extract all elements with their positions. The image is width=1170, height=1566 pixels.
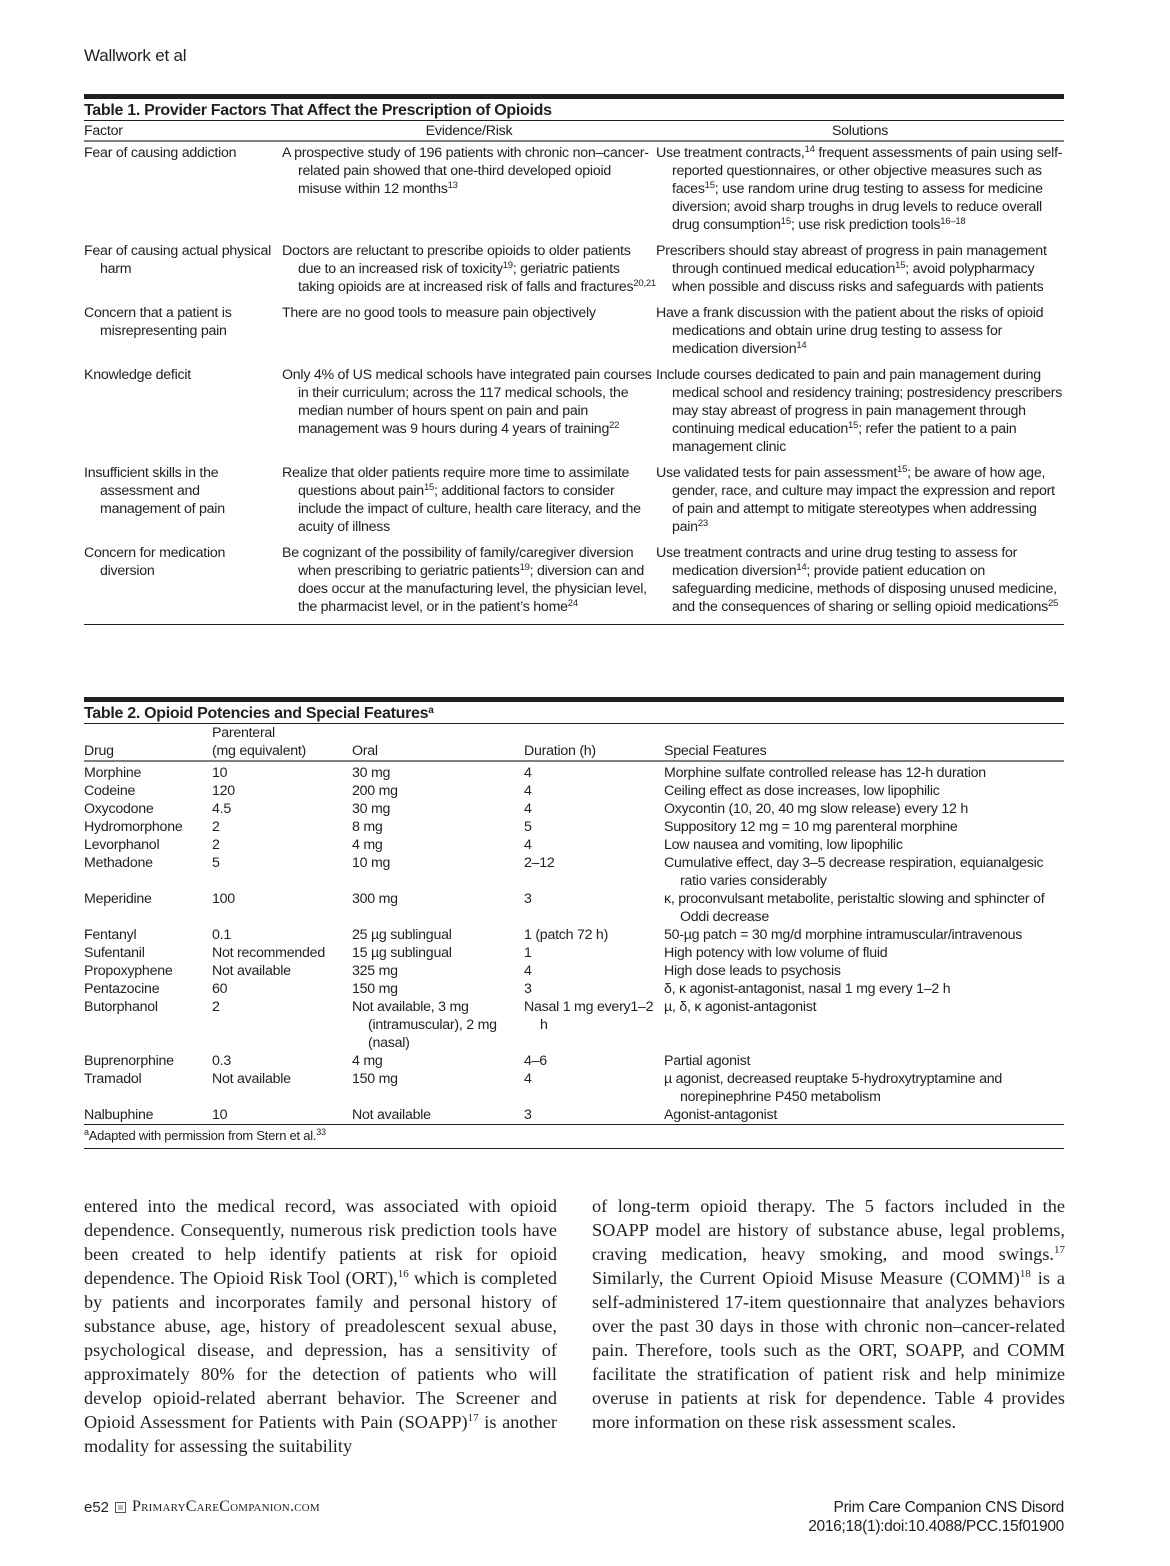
features-cell: High potency with low volume of fluid — [664, 945, 888, 961]
features-cell: δ, κ agonist-antagonist, nasal 1 mg every 1–2 h — [664, 981, 951, 997]
column-header-drug: Drug — [84, 724, 212, 761]
oral-cell: 4 mg — [352, 1053, 383, 1069]
solution-cell: Have a frank discussion with the patient about the risks of opioid medications and obtain urine drug testing to assess for medication diversion$^{14}$ — [656, 305, 1044, 357]
square-bullet-icon — [115, 1502, 126, 1513]
table-2-body — [84, 761, 1064, 1124]
table-row — [84, 761, 1064, 782]
solution-cell: Prescribers should stay abreast of progress in pain management through continued medical education$^{15}$; avoid polypharmacy when possible and discuss risks and safeguards with patients — [656, 243, 1047, 295]
parenteral-cell: Not available — [212, 1071, 291, 1087]
column-header-parenteral: Parenteral (mg equivalent) — [212, 724, 352, 761]
features-cell: µ, δ, κ agonist-antagonist — [664, 999, 817, 1015]
column-header-duration: Duration (h) — [524, 724, 664, 761]
column-header-factor: Factor — [84, 121, 282, 141]
oral-cell: 25 µg sublingual — [352, 927, 452, 943]
drug-cell: Hydromorphone — [84, 819, 183, 835]
drug-cell: Morphine — [84, 765, 142, 781]
factor-cell: Fear of causing addiction — [84, 145, 237, 161]
journal-website-link[interactable]: PrimaryCareCompanion.com — [132, 1498, 320, 1515]
oral-cell: 200 mg — [352, 783, 398, 799]
table-row — [84, 818, 1064, 836]
table-row — [84, 980, 1064, 998]
factor-cell: Concern that a patient is misrepresenting pain — [84, 305, 232, 339]
table-row — [84, 464, 1064, 544]
parenteral-cell: 100 — [212, 891, 235, 907]
duration-cell: 1 (patch 72 h) — [524, 927, 609, 943]
oral-cell: 15 µg sublingual — [352, 945, 452, 961]
drug-cell: Fentanyl — [84, 927, 137, 943]
drug-cell: Sufentanil — [84, 945, 145, 961]
table-row — [84, 544, 1064, 624]
features-cell: κ, proconvulsant metabolite, peristaltic slowing and sphincter of Oddi decrease — [664, 891, 1045, 925]
table-row — [84, 926, 1064, 944]
table-1-title: Table 1. Provider Factors That Affect the Prescription of Opioids — [84, 99, 1064, 121]
drug-cell: Codeine — [84, 783, 136, 799]
duration-cell: 5 — [524, 819, 532, 835]
table-2-footnote: $^a$Adapted with permission from Stern et al.$^{33}$ — [84, 1124, 1064, 1149]
oral-cell: 325 mg — [352, 963, 398, 979]
drug-cell: Levorphanol — [84, 837, 160, 853]
column-header-special-features: Special Features — [664, 724, 1064, 761]
drug-cell: Pentazocine — [84, 981, 160, 997]
table-2-grid — [84, 724, 1064, 1124]
factor-cell: Fear of causing actual physical harm — [84, 243, 272, 277]
table-1 — [84, 94, 1064, 625]
parenteral-cell: Not available — [212, 963, 291, 979]
features-cell: Partial agonist — [664, 1053, 751, 1069]
solution-cell: Use treatment contracts,$^{14}$ frequent assessments of pain using self-reported questionnaires, or other objective measures such as faces$^{15}$; use random urine drug testing to assess for medicine diversion; avoid sharp troughs in drug levels to reduce overall drug consumption$^{15}$; use risk prediction tools$^{16-18}$ — [656, 144, 1063, 233]
evidence-cell: There are no good tools to measure pain objectively — [282, 305, 596, 321]
oral-cell: Not available — [352, 1107, 431, 1123]
duration-cell: 4 — [524, 1071, 532, 1087]
features-cell: Morphine sulfate controlled release has 12-h duration — [664, 765, 986, 781]
table-row — [84, 242, 1064, 304]
footer-left — [84, 1498, 320, 1516]
drug-cell: Butorphanol — [84, 999, 158, 1015]
table-1-grid — [84, 121, 1064, 624]
drug-cell: Tramadol — [84, 1071, 142, 1087]
duration-cell: 1 — [524, 945, 532, 961]
oral-cell: Not available, 3 mg (intramuscular), 2 mg (nasal) — [352, 999, 497, 1051]
duration-cell: 4–6 — [524, 1053, 547, 1069]
parenteral-cell: 2 — [212, 837, 220, 853]
table-row — [84, 304, 1064, 366]
duration-cell: 4 — [524, 765, 532, 781]
drug-cell: Propoxyphene — [84, 963, 173, 979]
table-row — [84, 944, 1064, 962]
footer-right — [808, 1498, 1064, 1536]
table-row — [84, 854, 1064, 890]
table-row — [84, 890, 1064, 926]
parenteral-cell: 2 — [212, 819, 220, 835]
table-row — [84, 836, 1064, 854]
parenteral-cell: 5 — [212, 855, 220, 871]
features-cell: High dose leads to psychosis — [664, 963, 841, 979]
features-cell: µ agonist, decreased reuptake 5-hydroxytryptamine and norepinephrine P450 metabolism — [664, 1071, 1002, 1105]
table-header-row — [84, 121, 1064, 141]
evidence-cell: Realize that older patients require more time to assimilate questions about pain$^{15}$; additional factors to consider include the impact of culture, health care literacy, and the acuity of illness — [282, 465, 641, 535]
evidence-cell: Only 4% of US medical schools have integrated pain courses in their curriculum; across the 117 medical schools, the median number of hours spent on pain and pain management was 9 hours during 4 years of training$^{22}$ — [282, 367, 652, 437]
parenteral-cell: Not recommended — [212, 945, 325, 961]
parenteral-cell: 10 — [212, 1107, 228, 1123]
parenteral-cell: 0.3 — [212, 1053, 231, 1069]
solution-cell: Include courses dedicated to pain and pain management during medical school and residency training; postresidency prescribers may stay abreast of progress in pain management through continuing medical education$^{15}$; refer the patient to a pain management clinic — [656, 367, 1063, 455]
evidence-cell: A prospective study of 196 patients with chronic non–cancer-related pain showed that one-third developed opioid misuse within 12 months$^{13}$ — [282, 145, 649, 197]
duration-cell: 3 — [524, 891, 532, 907]
parenteral-cell: 120 — [212, 783, 235, 799]
features-cell: Suppository 12 mg = 10 mg parenteral morphine — [664, 819, 958, 835]
parenteral-cell: 60 — [212, 981, 228, 997]
table-header-row — [84, 724, 1064, 761]
oral-cell: 300 mg — [352, 891, 398, 907]
features-cell: Oxycontin (10, 20, 40 mg slow release) every 12 h — [664, 801, 968, 817]
table-row — [84, 366, 1064, 464]
table-row — [84, 1070, 1064, 1106]
citation-doi: 2016;18(1):doi:10.4088/PCC.15f01900 — [808, 1518, 1064, 1535]
journal-name: Prim Care Companion CNS Disord — [833, 1499, 1064, 1516]
evidence-cell: Be cognizant of the possibility of family/caregiver diversion when prescribing to geriatric patients$^{19}$; diversion can and does occur at the manufacturing level, the physician level, the pharmacist level, or in the patient’s home$^{24}$ — [282, 545, 647, 615]
solution-cell: Use treatment contracts and urine drug testing to assess for medication diversion$^{14}$; provide patient education on safeguarding medicine, methods of disposing unused medicine, and the consequences of sharing or selling opioid medications$^{25}$ — [656, 545, 1059, 615]
duration-cell: 4 — [524, 783, 532, 799]
table-row — [84, 1106, 1064, 1124]
oral-cell: 150 mg — [352, 1071, 398, 1087]
body-column-left: entered into the medical record, was associated with opioid dependence. Consequently, numerous risk prediction tools have been created to help identify patients at risk for opioid dependence. The Opioid Risk Tool (ORT),$^{16}$ which is completed by patients and incorporates family and personal history of substance abuse, age, history of preadolescent sexual abuse, psychological disease, and depression, has a sensitivity of approximately 80% for the detection of patients who will develop opioid-related aberrant behavior. The Screener and Opioid Assessment for Patients with Pain (SOAPP)$^{17}$ is another modality for assessing the suitability — [84, 1196, 558, 1456]
table-2 — [84, 697, 1064, 1149]
parenteral-cell: 0.1 — [212, 927, 231, 943]
factor-cell: Concern for medication diversion — [84, 545, 226, 579]
features-cell: Ceiling effect as dose increases, low lipophilic — [664, 783, 940, 799]
features-cell: Low nausea and vomiting, low lipophilic — [664, 837, 903, 853]
table-row — [84, 800, 1064, 818]
column-header-oral: Oral — [352, 724, 524, 761]
factor-cell: Insufficient skills in the assessment and management of pain — [84, 465, 225, 517]
table-row — [84, 141, 1064, 242]
drug-cell: Oxycodone — [84, 801, 154, 817]
features-cell: Cumulative effect, day 3–5 decrease respiration, equianalgesic ratio varies considerably — [664, 855, 1044, 889]
parenteral-cell: 2 — [212, 999, 220, 1015]
table-2-title: Table 2. Opioid Potencies and Special Features$^a$ — [84, 702, 1064, 724]
duration-cell: 4 — [524, 801, 532, 817]
column-header-evidence: Evidence/Risk — [282, 121, 656, 141]
evidence-cell: Doctors are reluctant to prescribe opioids to older patients due to an increased risk of toxicity$^{19}$; geriatric patients taking opioids are at increased risk of falls and fractures$^{20,21}$ — [282, 243, 656, 295]
table-bottom-rule — [84, 624, 1064, 625]
duration-cell: Nasal 1 mg every1–2 h — [524, 999, 654, 1033]
running-head: Wallwork et al — [84, 46, 187, 65]
oral-cell: 30 mg — [352, 765, 391, 781]
oral-cell: 8 mg — [352, 819, 383, 835]
features-cell: 50-µg patch = 30 mg/d morphine intramuscular/intravenous — [664, 927, 1023, 943]
duration-cell: 4 — [524, 963, 532, 979]
duration-cell: 3 — [524, 1107, 532, 1123]
column-header-solutions: Solutions — [656, 121, 1064, 141]
parenteral-cell: 4.5 — [212, 801, 231, 817]
parenteral-cell: 10 — [212, 765, 228, 781]
table-row — [84, 998, 1064, 1052]
duration-cell: 3 — [524, 981, 532, 997]
table-row — [84, 1052, 1064, 1070]
factor-cell: Knowledge deficit — [84, 367, 191, 383]
drug-cell: Meperidine — [84, 891, 152, 907]
oral-cell: 4 mg — [352, 837, 383, 853]
table-row — [84, 962, 1064, 980]
table-row — [84, 782, 1064, 800]
duration-cell: 2–12 — [524, 855, 555, 871]
drug-cell: Buprenorphine — [84, 1053, 174, 1069]
drug-cell: Methadone — [84, 855, 153, 871]
drug-cell: Nalbuphine — [84, 1107, 154, 1123]
duration-cell: 4 — [524, 837, 532, 853]
oral-cell: 30 mg — [352, 801, 391, 817]
body-column-right: of long-term opioid therapy. The 5 factors included in the SOAPP model are history of substance abuse, legal problems, craving medication, heavy smoking, and mood swings.$^{17}$ Similarly, the Current Opioid Misuse Measure (COMM)$^{18}$ is a self-administered 17-item questionnaire that analyzes behaviors over the past 30 days in those with chronic non–cancer-related pain. Therefore, tools such as the ORT, SOAPP, and COMM facilitate the stratification of patient risk and help minimize overuse in patients at risk for dependence. Table 4 provides more information on these risk assessment scales. — [592, 1196, 1065, 1432]
page-number: e52 — [84, 1498, 110, 1516]
solution-cell: Use validated tests for pain assessment$^{15}$; be aware of how age, gender, race, and culture may impact the expression and report of pain and attempt to mitigate stereotypes when addressing pain$^{23}$ — [656, 464, 1055, 535]
oral-cell: 10 mg — [352, 855, 391, 871]
oral-cell: 150 mg — [352, 981, 398, 997]
features-cell: Agonist-antagonist — [664, 1107, 778, 1123]
